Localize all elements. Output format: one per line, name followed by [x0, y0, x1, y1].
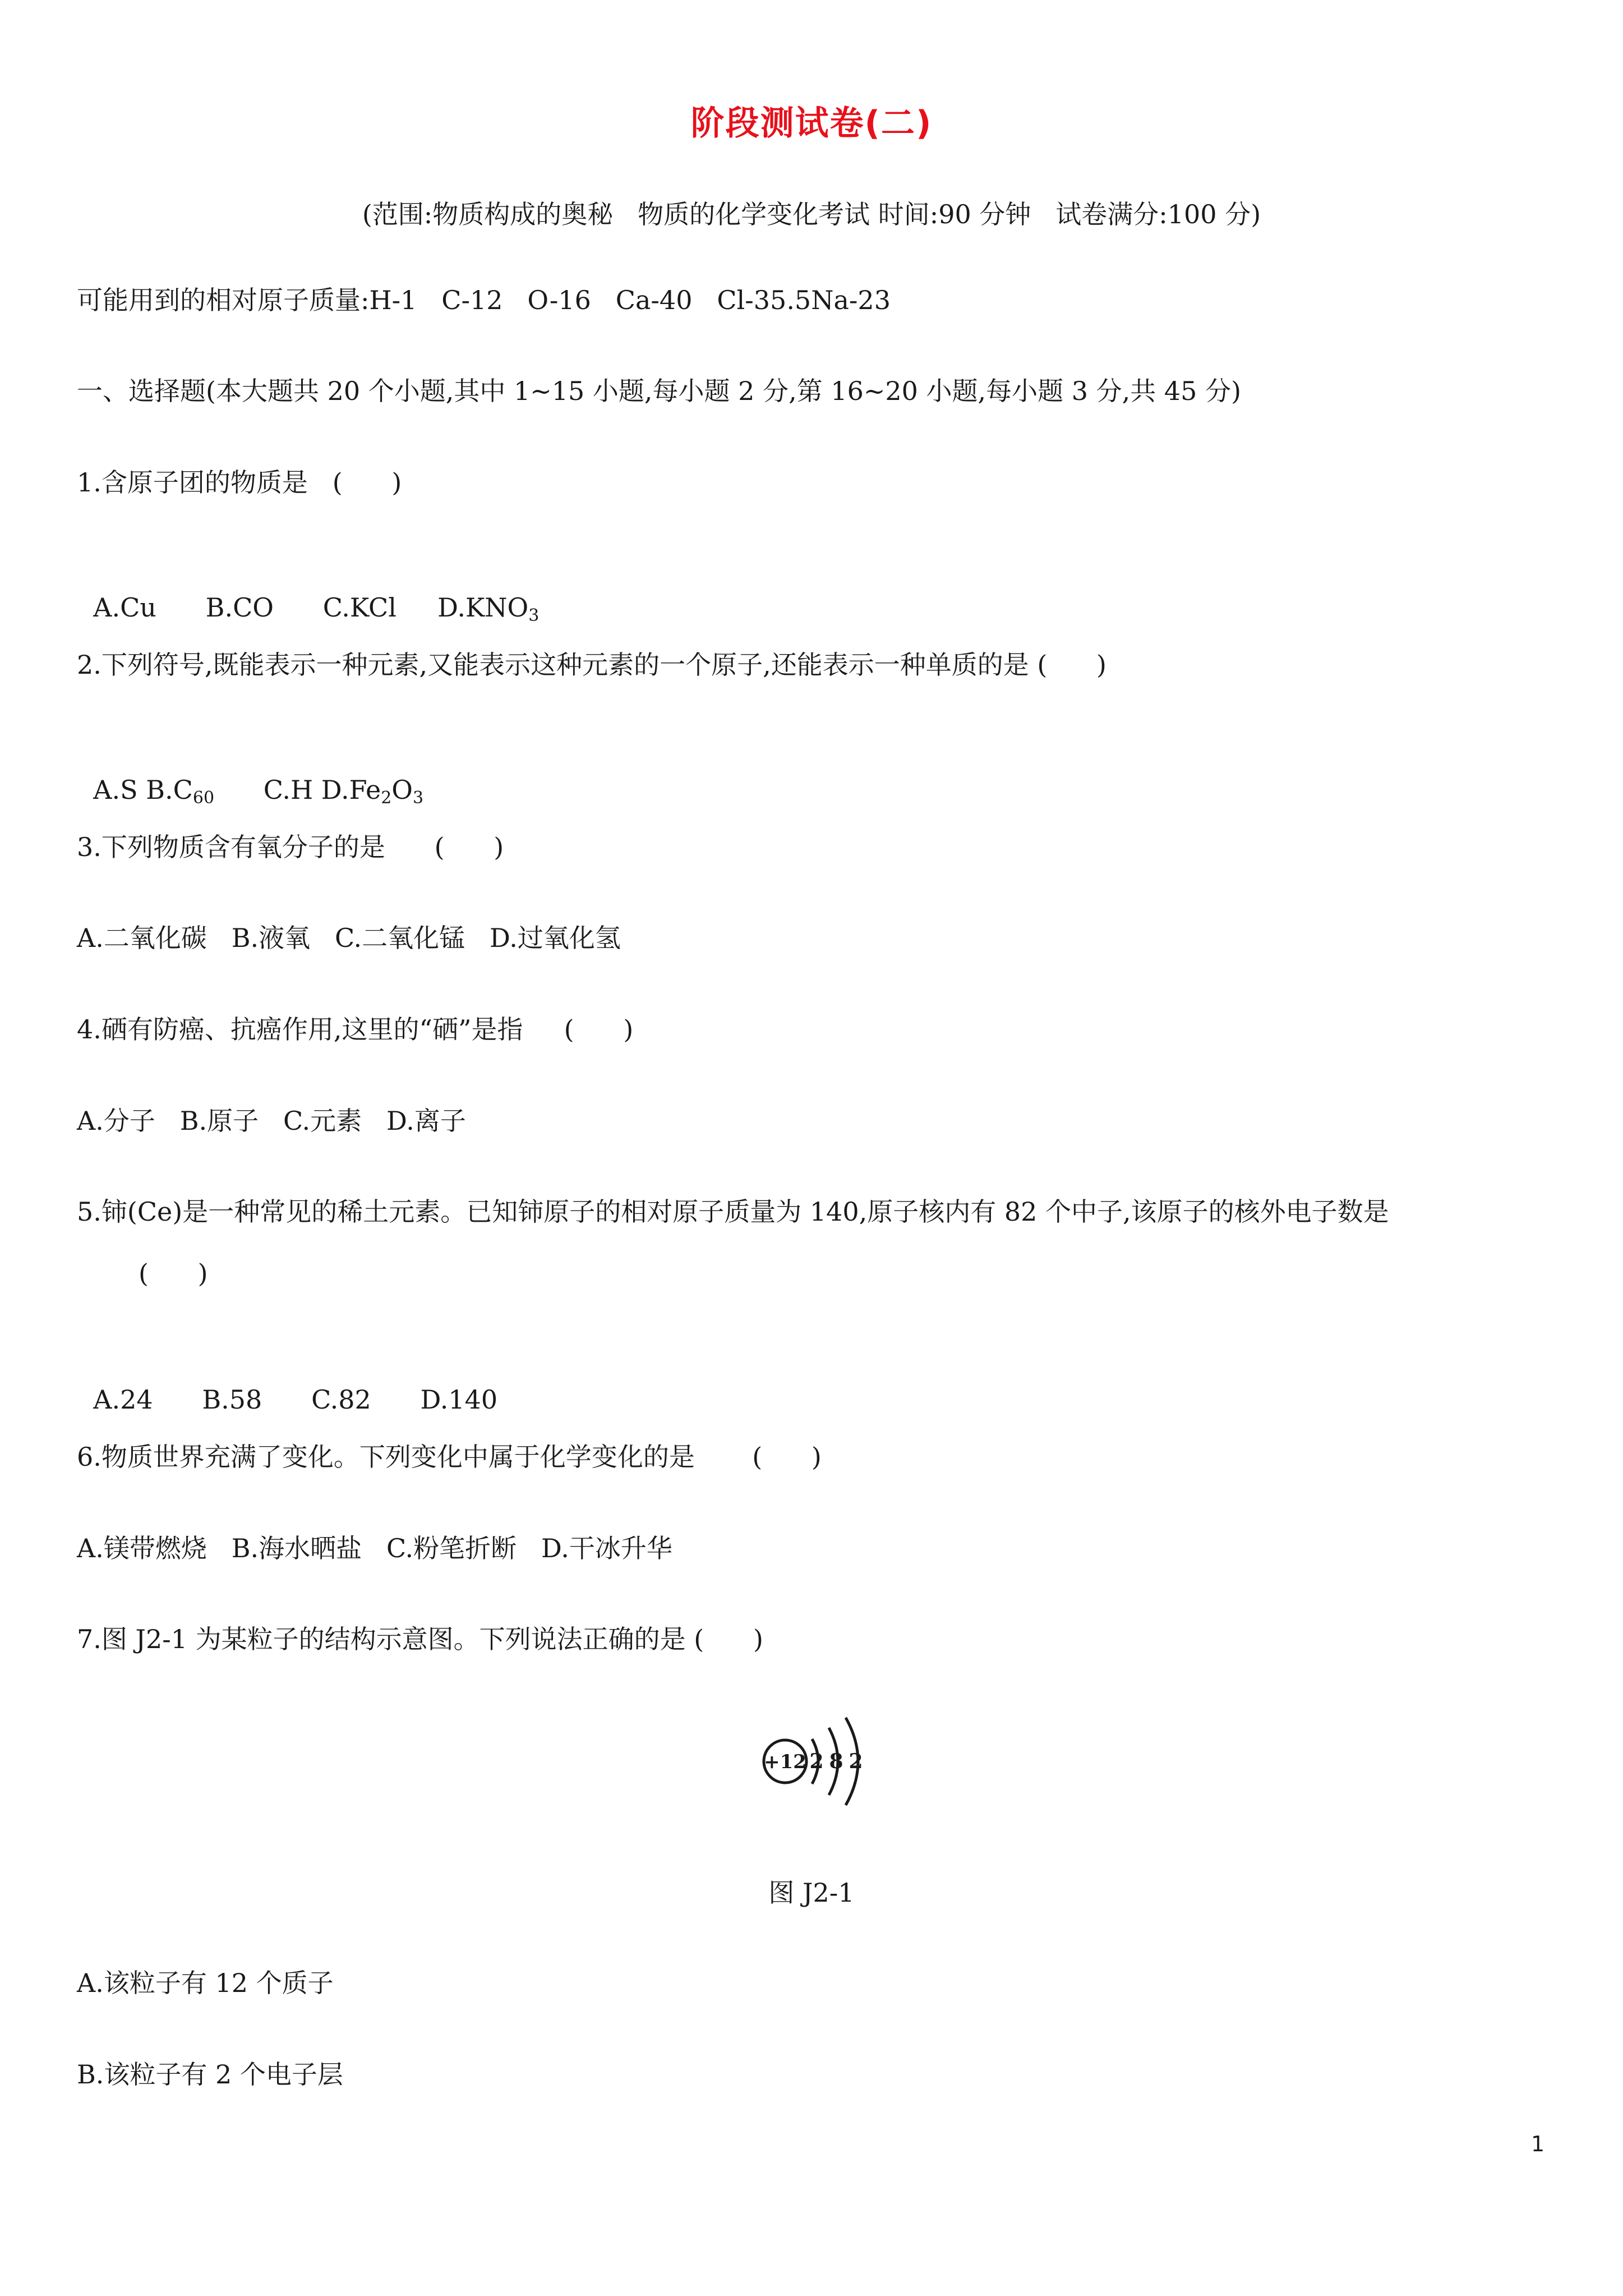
- section1-heading: 一、选择题(本大题共 20 个小题,其中 1~15 小题,每小题 2 分,第 16~20 小题,每小题 3 分,共 45 分): [77, 376, 1242, 406]
- q7-stem: 7.图 J2-1 为某粒子的结构示意图。下列说法正确的是 ( ): [77, 1624, 763, 1654]
- q7-option-b: B.该粒子有 2 个电子层: [77, 2059, 343, 2090]
- shell-1-electrons: 2: [809, 1750, 824, 1773]
- q6-options: A.镁带燃烧 B.海水晒盐 C.粉笔折断 D.干冰升华: [77, 1533, 672, 1563]
- exam-title: 阶段测试卷(二): [690, 104, 933, 143]
- q6-stem: 6.物质世界充满了变化。下列变化中属于化学变化的是 ( ): [77, 1442, 822, 1472]
- page-number: 1: [1531, 2132, 1545, 2156]
- q1-stem: 1.含原子团的物质是 ( ): [77, 467, 402, 498]
- q2-option-b: $B.C_{60}$: [146, 775, 215, 808]
- q3-options: A.二氧化碳 B.液氧 C.二氧化锰 D.过氧化氢: [77, 923, 621, 953]
- q2-option-c: C.H: [263, 775, 313, 805]
- q4-options: A.分子 B.原子 C.元素 D.离子: [77, 1106, 466, 1136]
- q5-options: [77, 1349, 497, 1416]
- q5-stem: 5.铈(Ce)是一种常见的稀土元素。已知铈原子的相对原子质量为 140,原子核内有 82 个中子,该原子的核外电子数是: [77, 1197, 1389, 1227]
- q2-options: [77, 739, 423, 807]
- exam-subtitle: (范围:物质构成的奥秘 物质的化学变化考试 时间:90 分钟 试卷满分:100 分): [362, 199, 1261, 229]
- q5-option-d: D.140: [420, 1384, 498, 1415]
- q5-answer-paren: ( ): [139, 1258, 208, 1289]
- q5-option-a: A.24: [93, 1384, 153, 1415]
- q5-option-c: C.82: [311, 1384, 371, 1415]
- q7-option-a: A.该粒子有 12 个质子: [77, 1968, 334, 1998]
- q1-option-b: B.CO: [205, 592, 274, 623]
- q4-stem: 4.硒有防癌、抗癌作用,这里的“硒”是指 ( ): [77, 1014, 634, 1045]
- shell-2-electrons: 8: [829, 1750, 843, 1773]
- q1-option-d: $D.KNO_3$: [437, 592, 540, 625]
- q2-stem: 2.下列符号,既能表示一种元素,又能表示这种元素的一个原子,还能表示一种单质的是 ( ): [77, 650, 1107, 680]
- figure-caption: 图 J2-1: [768, 1878, 855, 1908]
- q2-option-a: A.S: [93, 775, 138, 805]
- q1-option-a: A.Cu: [93, 592, 156, 623]
- q5-option-b: B.58: [202, 1384, 262, 1415]
- q1-options: [77, 557, 539, 624]
- atomic-masses: 可能用到的相对原子质量:H-1 C-12 O-16 Ca-40 Cl-35.5Na-23: [77, 285, 891, 315]
- atom-structure-diagram: [756, 1711, 879, 1812]
- q1-option-c: C.KCl: [322, 592, 396, 623]
- nucleus-charge: +12: [764, 1751, 806, 1773]
- q2-option-d: $D.Fe_2O_3$: [321, 775, 424, 808]
- q3-stem: 3.下列物质含有氧分子的是 ( ): [77, 832, 504, 862]
- shell-3-electrons: 2: [849, 1750, 863, 1773]
